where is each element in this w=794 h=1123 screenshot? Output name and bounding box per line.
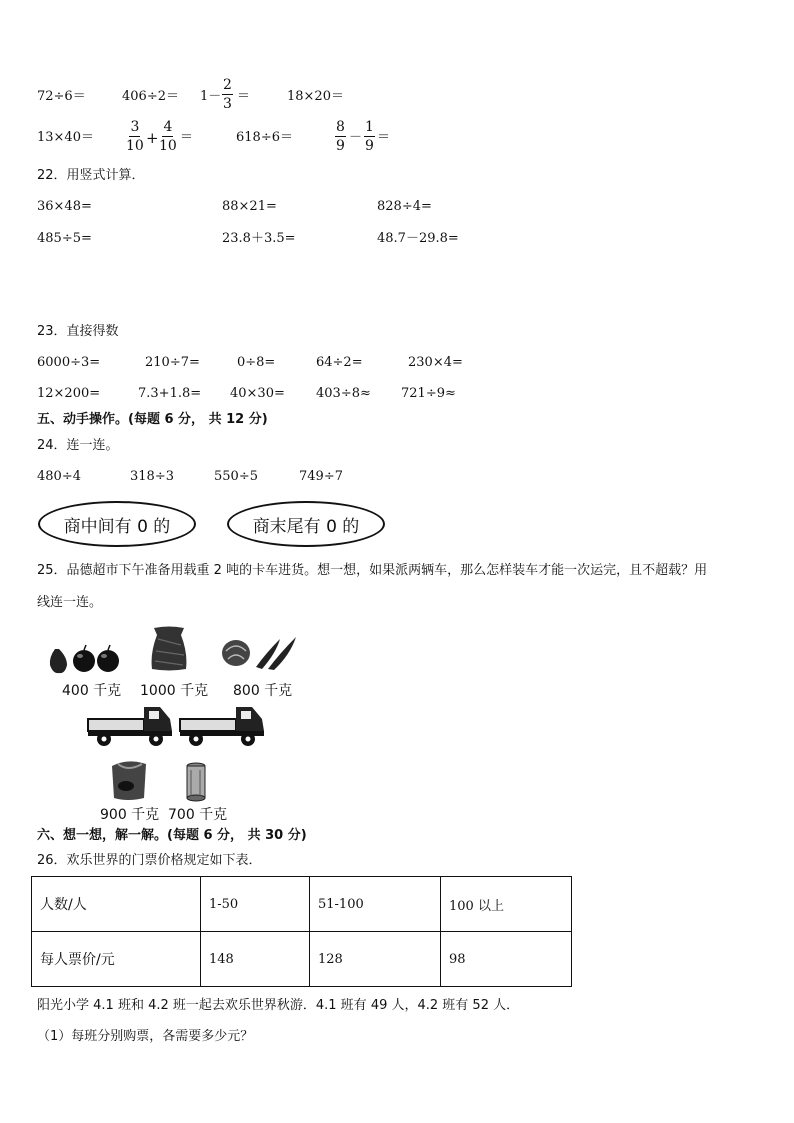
question-title: 24．连一连。 (37, 438, 119, 453)
minus: － (349, 130, 363, 145)
weight-label: 1000 千克 (140, 683, 209, 699)
question-text: 阳光小学 4.1 班和 4.2 班一起去欢乐世界秋游．4.1 班有 49 人，4.2 班有 52 人． (37, 998, 520, 1013)
expr-frac-lead: 1－ (200, 89, 222, 104)
vegetables-icon (220, 633, 300, 671)
weight-label: 400 千克 (62, 683, 122, 699)
weight-label: 700 千克 (168, 807, 228, 823)
expr: 403÷8≈ (316, 386, 371, 401)
section-heading: 六、想一想，解一解。(每题 6 分， 共 30 分) (37, 828, 307, 843)
fraction: $\frac{2}{3}$ (223, 77, 232, 112)
expr: 230×4= (408, 355, 463, 370)
table-cell: 每人票价/元 (32, 932, 201, 987)
question-text: 25．品德超市下午准备用载重 2 吨的卡车进货。想一想，如果派两辆车，那么怎样装车才能一次运完，且不超载？用 (37, 563, 708, 578)
expr: 0÷8= (237, 355, 276, 370)
truck-icon (178, 703, 268, 748)
expr: 13×40＝ (37, 130, 94, 145)
equals: ＝ (180, 130, 194, 145)
expr: 828÷4= (377, 199, 432, 214)
question-title: 26．欢乐世界的门票价格规定如下表． (37, 853, 262, 868)
section-heading: 五、动手操作。(每题 6 分， 共 12 分) (37, 412, 268, 427)
table-cell: 128 (310, 932, 441, 987)
expr: 210÷7= (145, 355, 200, 370)
expr: 40×30= (230, 386, 285, 401)
expr: 18×20＝ (287, 89, 344, 104)
question-text: 线连一连。 (37, 595, 103, 610)
expr: 23.8＋3.5= (222, 231, 296, 246)
table-cell: 100 以上 (441, 877, 572, 932)
expr: 48.7－29.8= (377, 231, 459, 246)
expr: 618÷6＝ (236, 130, 293, 145)
question-title: 22．用竖式计算． (37, 168, 145, 183)
table-cell: 98 (441, 932, 572, 987)
expr: 12×200= (37, 386, 101, 401)
oval-end-zero: 商末尾有 0 的 (227, 501, 385, 547)
table-row (32, 932, 572, 987)
expr: 485÷5= (37, 231, 92, 246)
table-cell: 人数/人 (32, 877, 201, 932)
table-cell: 1-50 (201, 877, 310, 932)
question-title: 23．直接得数 (37, 324, 119, 339)
price-table (31, 876, 572, 987)
weight-label: 900 千克 (100, 807, 160, 823)
expr: 36×48= (37, 199, 92, 214)
equals: ＝ (377, 130, 391, 145)
expr: 7.3+1.8= (138, 386, 202, 401)
expr: 406÷2＝ (122, 89, 179, 104)
expr: 88×21= (222, 199, 277, 214)
plus: + (146, 129, 159, 147)
sack-icon (148, 625, 190, 672)
fruit-icon (45, 643, 120, 675)
barrel-icon (185, 762, 207, 802)
expr: 64÷2= (316, 355, 363, 370)
division-item: 480÷4 (37, 469, 81, 484)
oval-middle-zero: 商中间有 0 的 (38, 501, 196, 547)
fraction: $\frac{1}{9}$ (365, 119, 374, 154)
weight-label: 800 千克 (233, 683, 293, 699)
sub-question: （1）每班分别购票，各需要多少元？ (37, 1029, 254, 1044)
fraction: $\frac{3}{10}$ (126, 119, 144, 154)
bag-icon (108, 758, 150, 802)
truck-icon (86, 703, 176, 748)
division-item: 318÷3 (130, 469, 174, 484)
table-cell: 148 (201, 932, 310, 987)
division-item: 550÷5 (214, 469, 258, 484)
division-item: 749÷7 (299, 469, 343, 484)
equals: ＝ (237, 89, 251, 104)
fraction: $\frac{4}{10}$ (159, 119, 177, 154)
table-cell: 51-100 (310, 877, 441, 932)
fraction: $\frac{8}{9}$ (336, 119, 345, 154)
expr: 6000÷3= (37, 355, 101, 370)
table-row (32, 877, 572, 932)
expr: 72÷6＝ (37, 89, 86, 104)
expr: 721÷9≈ (401, 386, 456, 401)
